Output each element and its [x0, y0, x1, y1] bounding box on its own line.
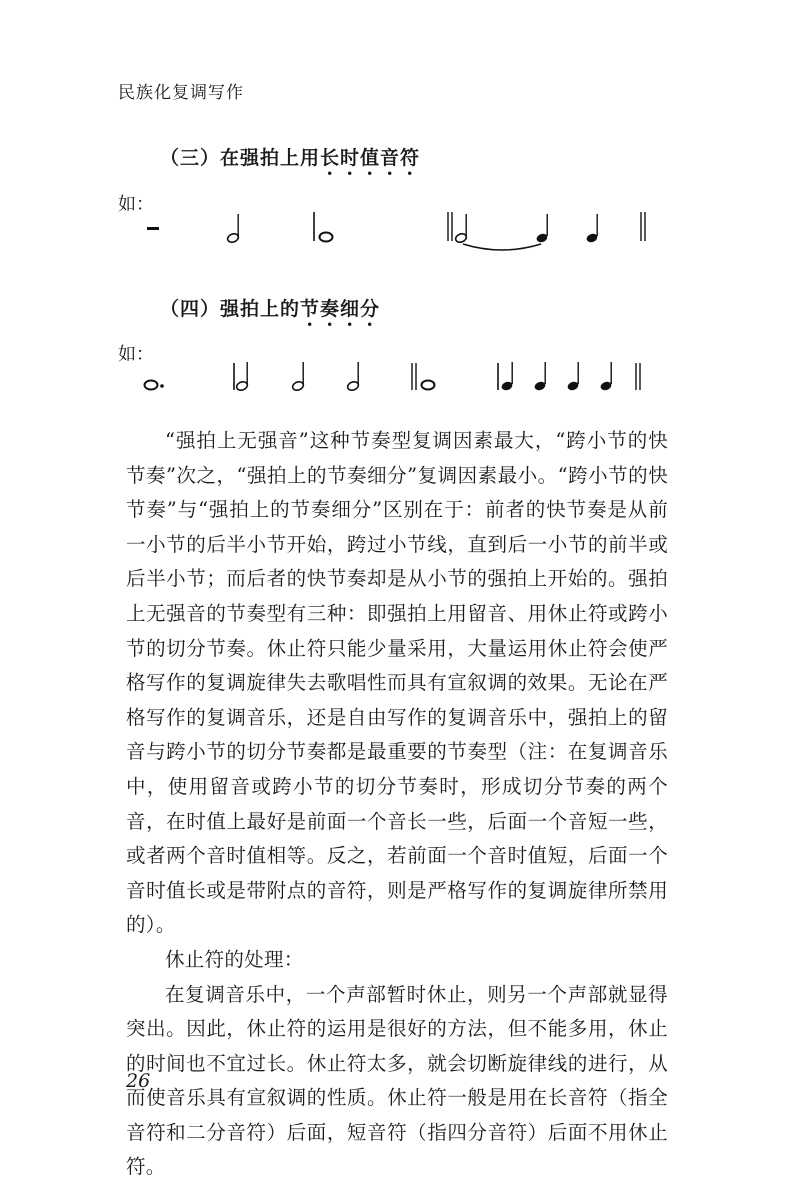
paragraph: 在复调音乐中，一个声部暂时休止，则另一个声部就显得突出。因此，休止符的运用是很好的方法，但不能多用，休止的时间也不宜过长。休止符太多，就会切断旋律线的进行，从而使音乐具有宣叙调的性质。休止符一般是用在长音符（指全音符和二分音符）后面，短音符（指四分音符）后面不用休止符。	[126, 978, 668, 1185]
half-note	[291, 362, 304, 392]
section-heading-4-emphasis: 节奏细分	[300, 298, 380, 320]
example-label-1: 如：	[118, 190, 154, 216]
quarter-note	[585, 214, 598, 244]
quarter-note	[599, 362, 612, 392]
whole-note	[145, 381, 158, 390]
section-heading-3-emphasis: 长时值音符	[320, 147, 420, 169]
half-note	[346, 362, 359, 392]
double-barline	[448, 212, 452, 241]
augmentation-dot	[160, 384, 164, 388]
quarter-note	[535, 214, 548, 244]
quarter-note	[500, 362, 513, 392]
half-note	[235, 362, 248, 392]
page-number: 26	[126, 1070, 150, 1092]
section-heading-4	[160, 294, 380, 331]
half-rest	[147, 227, 159, 230]
section-heading-4-prefix: （四）强拍上的	[160, 298, 300, 320]
quarter-note	[566, 362, 579, 392]
double-barline	[641, 212, 645, 241]
quarter-note	[533, 362, 546, 392]
section-heading-3-prefix: （三）在强拍上用	[160, 147, 320, 169]
rhythm-example-1	[0, 205, 790, 265]
double-barline	[412, 363, 416, 390]
running-head: 民族化复调写作	[118, 78, 244, 103]
body-text	[126, 424, 668, 1185]
paragraph: “强拍上无强音”这种节奏型复调因素最大，“跨小节的快节奏”次之，“强拍上的节奏细分”复调因素最小。“跨小节的快节奏”与“强拍上的节奏细分”区别在于：前者的快节奏是从前一小节的后半小节开始，跨过小节线，直到后一小节的前半或后半小节；而后者的快节奏却是从小节的强拍上开始的。强拍上无强音的节奏型有三种：即强拍上用留音、用休止符或跨小节的切分节奏。休止符只能少量采用，大量运用休止符会使严格写作的复调旋律失去歌唱性而具有宣叙调的效果。无论在严格写作的复调音乐，还是自由写作的复调音乐中，强拍上的留音与跨小节的切分节奏都是最重要的节奏型（注：在复调音乐中，使用留音或跨小节的切分节奏时，形成切分节奏的两个音，在时值上最好是前面一个音长一些，后面一个音短一些，或者两个音时值相等。反之，若前面一个音时值短，后面一个音时值长或是带附点的音符，则是严格写作的复调旋律所禁用的）。	[126, 424, 668, 943]
half-note	[454, 214, 467, 244]
tie	[463, 244, 541, 250]
whole-note	[320, 233, 333, 242]
double-barline	[636, 363, 640, 390]
example-label-2: 如：	[118, 340, 154, 366]
rhythm-example-2	[0, 355, 790, 415]
paragraph: 休止符的处理：	[126, 943, 668, 978]
half-note	[226, 214, 239, 244]
whole-note	[422, 381, 435, 390]
section-heading-3	[160, 143, 420, 180]
